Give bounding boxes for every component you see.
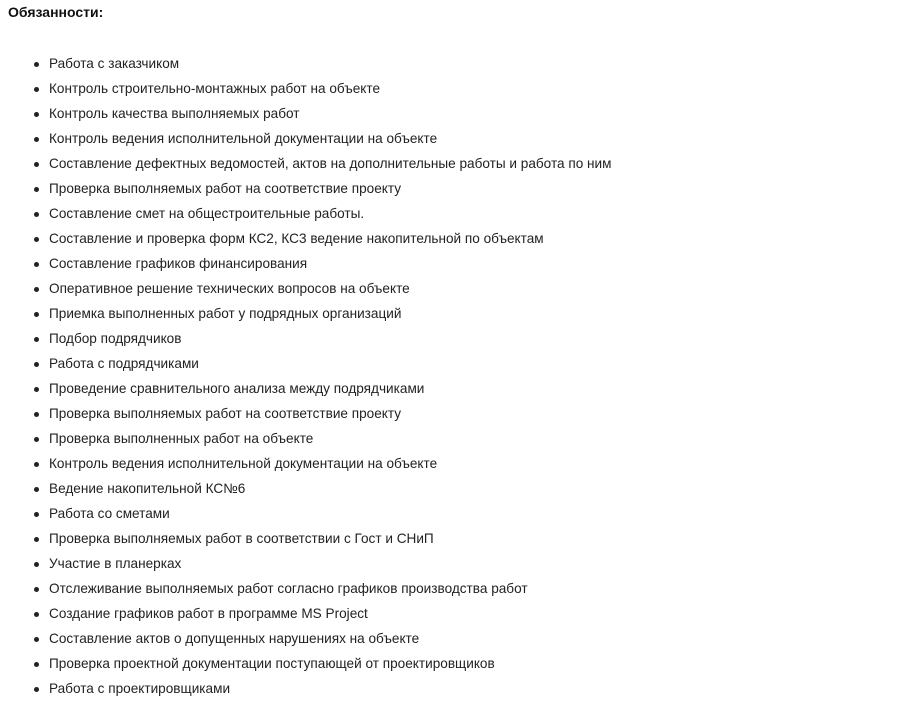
list-item xyxy=(0,103,612,128)
bullet-icon xyxy=(34,312,39,317)
bullet-icon xyxy=(34,62,39,67)
list-item xyxy=(0,603,612,628)
list-item xyxy=(0,628,612,653)
bullet-icon xyxy=(34,162,39,167)
bullet-icon xyxy=(34,237,39,242)
list-item-text: Создание графиков работ в программе MS Project xyxy=(49,606,368,621)
list-item-text: Составление графиков финансирования xyxy=(49,256,308,271)
bullet-icon xyxy=(34,587,39,592)
bullet-icon xyxy=(34,212,39,217)
list-item xyxy=(0,653,612,678)
bullet-icon xyxy=(34,687,39,692)
list-item xyxy=(0,328,612,353)
list-item-text: Проверка выполненных работ на объекте xyxy=(49,431,314,446)
bullet-icon xyxy=(34,112,39,117)
bullet-icon xyxy=(34,537,39,542)
list-item-text: Отслеживание выполняемых работ согласно графиков производства работ xyxy=(49,581,528,596)
bullet-icon xyxy=(34,612,39,617)
bullet-icon xyxy=(34,437,39,442)
list-item-text: Контроль ведения исполнительной документации на объекте xyxy=(49,456,438,471)
list-item xyxy=(0,128,612,153)
bullet-icon xyxy=(34,137,39,142)
list-item xyxy=(0,503,612,528)
bullet-icon xyxy=(34,412,39,417)
list-item-text: Проверка выполняемых работ на соответствие проекту xyxy=(49,181,402,196)
list-item xyxy=(0,553,612,578)
list-item-text: Составление и проверка форм КС2, КС3 ведение накопительной по объектам xyxy=(49,231,544,246)
bullet-icon xyxy=(34,187,39,192)
list-item xyxy=(0,353,612,378)
list-item xyxy=(0,228,612,253)
list-item xyxy=(0,403,612,428)
list-item-text: Составление смет на общестроительные работы. xyxy=(49,206,365,221)
list-item-text: Составление актов о допущенных нарушениях на объекте xyxy=(49,631,420,646)
bullet-icon xyxy=(34,362,39,367)
list-item-text: Работа с подрядчиками xyxy=(49,356,199,371)
bullet-icon xyxy=(34,662,39,667)
bullet-icon xyxy=(34,462,39,467)
bullet-icon xyxy=(34,637,39,642)
list-item xyxy=(0,428,612,453)
list-item xyxy=(0,678,612,703)
bullet-icon xyxy=(34,562,39,567)
list-item xyxy=(0,278,612,303)
list-item xyxy=(0,253,612,278)
duties-list xyxy=(0,53,612,703)
list-item-text: Приемка выполненных работ у подрядных организаций xyxy=(49,306,402,321)
bullet-icon xyxy=(34,512,39,517)
list-item-text: Составление дефектных ведомостей, актов на дополнительные работы и работа по ним xyxy=(49,156,612,171)
list-item xyxy=(0,78,612,103)
list-item-text: Участие в планерках xyxy=(49,556,182,571)
bullet-icon xyxy=(34,487,39,492)
list-item-text: Ведение накопительной КС№6 xyxy=(49,481,246,496)
bullet-icon xyxy=(34,387,39,392)
list-item xyxy=(0,478,612,503)
list-item xyxy=(0,528,612,553)
bullet-icon xyxy=(34,337,39,342)
list-item-text: Контроль ведения исполнительной документации на объекте xyxy=(49,131,438,146)
bullet-icon xyxy=(34,287,39,292)
bullet-icon xyxy=(34,262,39,267)
bullet-icon xyxy=(34,87,39,92)
list-item xyxy=(0,203,612,228)
list-item-text: Работа с заказчиком xyxy=(49,56,180,71)
list-item xyxy=(0,178,612,203)
list-item-text: Проверка выполняемых работ на соответствие проекту xyxy=(49,406,402,421)
list-item-text: Проверка проектной документации поступающей от проектировщиков xyxy=(49,656,495,671)
list-item-text: Работа с проектировщиками xyxy=(49,681,231,696)
list-item-text: Проверка выполняемых работ в соответствии с Гост и СНиП xyxy=(49,531,434,546)
list-item xyxy=(0,578,612,603)
section-heading: Обязанности: xyxy=(8,4,104,20)
list-item-text: Работа со сметами xyxy=(49,506,170,521)
list-item xyxy=(0,53,612,78)
list-item-text: Контроль качества выполняемых работ xyxy=(49,106,300,121)
list-item-text: Оперативное решение технических вопросов на объекте xyxy=(49,281,410,296)
list-item xyxy=(0,153,612,178)
list-item-text: Контроль строительно-монтажных работ на объекте xyxy=(49,81,381,96)
list-item-text: Проведение сравнительного анализа между подрядчиками xyxy=(49,381,425,396)
list-item-text: Подбор подрядчиков xyxy=(49,331,182,346)
list-item xyxy=(0,303,612,328)
list-item xyxy=(0,378,612,403)
list-item xyxy=(0,453,612,478)
